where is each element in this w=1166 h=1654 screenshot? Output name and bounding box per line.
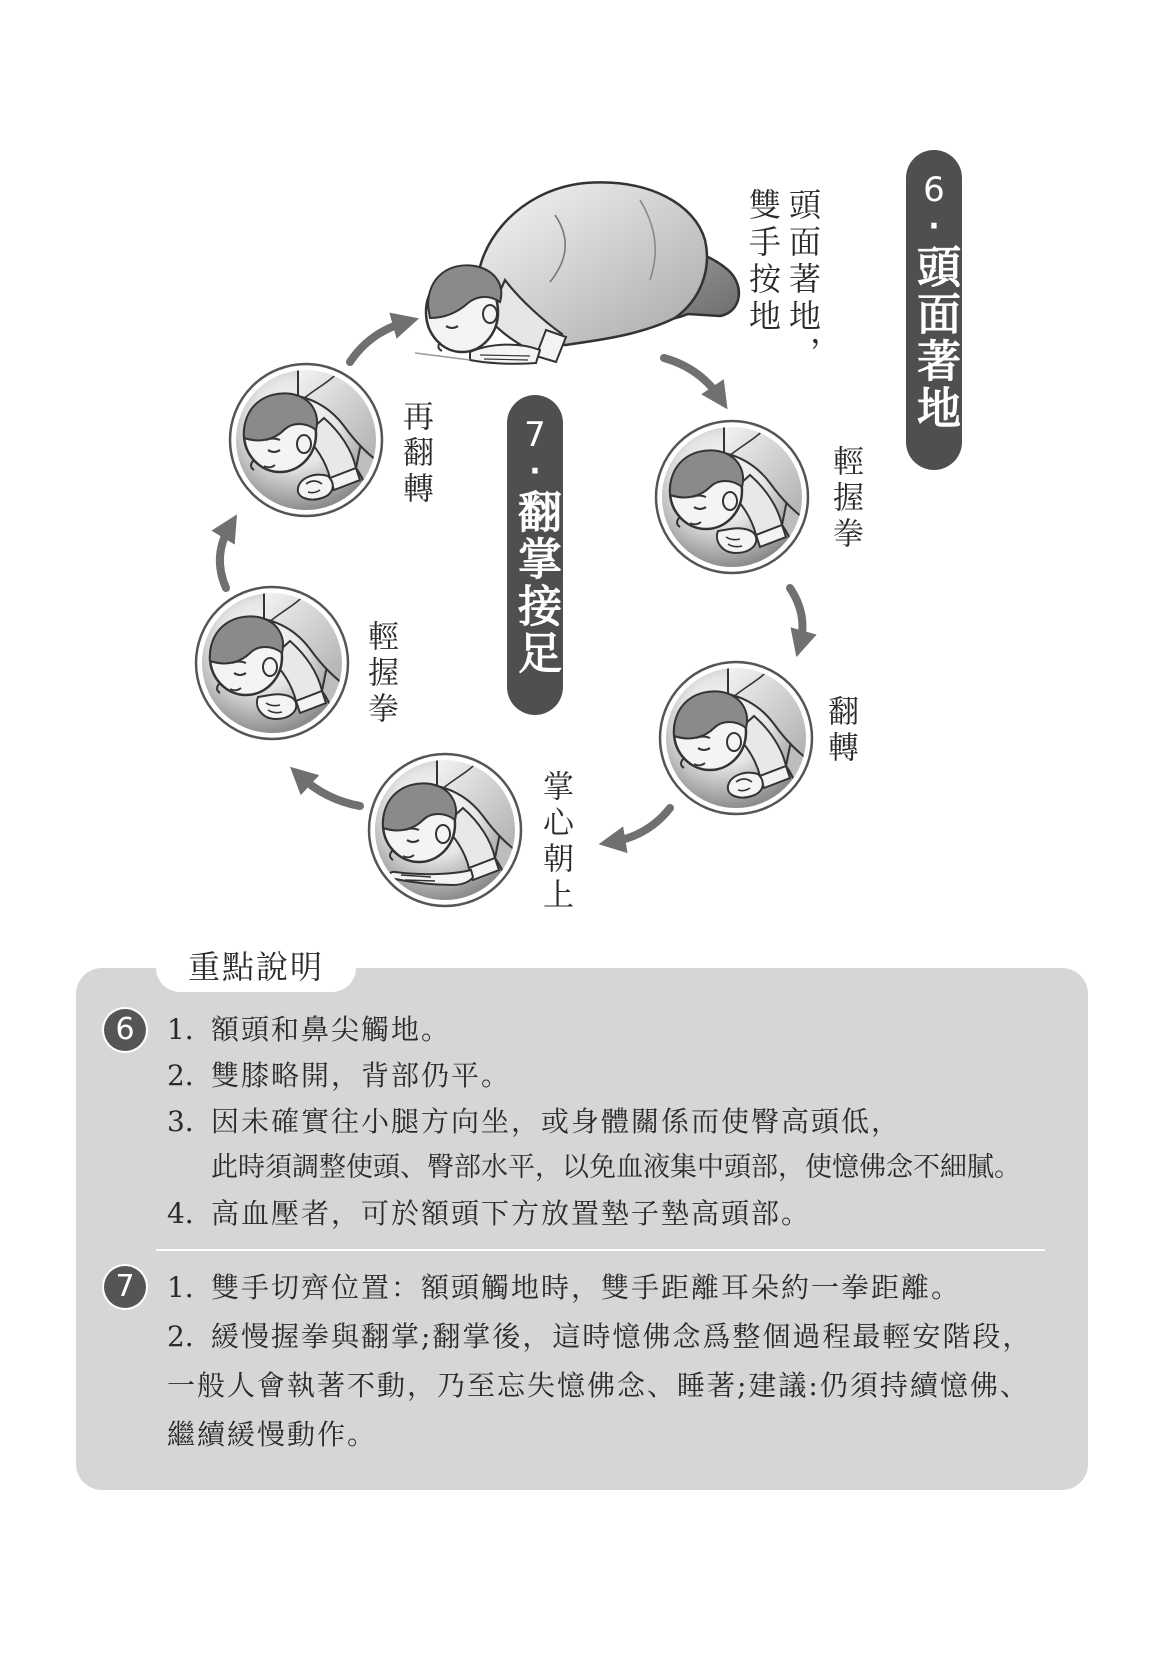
note-item-continuation [167,1410,1082,1459]
ground-line [415,353,470,360]
note-item [167,1099,1082,1145]
note-item [167,1053,1082,1099]
cycle-arrow-3-icon [612,808,670,842]
step-number: 6 [923,170,945,210]
note-item-continuation [167,1361,1082,1410]
cycle-arrow-2-icon [790,588,802,644]
cycle-arrow-5-icon [220,526,230,588]
figure-ear [483,305,497,323]
note-item [167,1263,1082,1312]
cycle-arrow-6-icon [350,322,406,362]
item-number: 3． [167,1105,213,1138]
item-text: 緩慢握拳與翻掌;翻掌後，這時憶佛念爲整個過程最輕安階段， [211,1320,1033,1353]
fist-hand [257,694,296,719]
item-text: 繼續緩慢動作。 [167,1418,378,1451]
item-number: 2． [167,1059,213,1092]
section-7-badge: 7 [104,1266,146,1308]
step-6-caption [743,188,823,388]
section-6-notes [167,1007,1082,1237]
section-7-notes [167,1263,1082,1459]
label-grip-right: 輕握拳 [827,445,863,553]
item-text: 額頭和鼻尖觸地。 [211,1013,452,1046]
circle-flip [660,656,818,818]
step-title: 頭面著地 [909,244,960,432]
step-dot: · [529,454,541,489]
step-title: 翻掌接足 [510,489,561,677]
fist-hand [717,528,756,553]
label-flip: 翻轉 [822,695,858,767]
note-item [167,1007,1082,1053]
item-indent [167,1145,211,1191]
note-item [167,1312,1082,1361]
step-7-tag [507,395,563,715]
label-flip-again: 再翻轉 [397,400,433,508]
cycle-arrow-4-icon [300,776,360,806]
item-text: 雙手切齊位置：額頭觸地時，雙手距離耳朵約一拳距離。 [211,1271,962,1304]
section-divider [156,1249,1045,1251]
circle-grip-right [656,415,814,577]
item-text: 因未確實往小腿方向坐，或身體關係而使臀高頭低， [211,1105,902,1138]
circle-palm-up [369,748,527,910]
circle-flip-again [230,358,388,520]
cycle-arrow-1-icon [664,358,720,398]
item-number: 2． [167,1320,213,1353]
item-number: 1． [167,1271,213,1304]
key-notes-heading: 重點說明 [156,940,356,992]
caption-line: 頭面著地， [784,188,822,373]
item-text: 此時須調整使頭、臀部水平，以免血液集中頭部，使憶佛念不細膩。 [211,1152,1021,1183]
item-number: 1． [167,1013,213,1046]
caption-line: 雙手按地 [744,188,782,336]
step-number: 7 [524,415,546,455]
label-palm-up: 掌心朝上 [537,770,573,914]
item-text: 一般人會執著不動，乃至忘失憶佛念、睡著;建議:仍須持續憶佛、 [167,1369,1030,1402]
label-grip-left: 輕握拳 [362,620,398,728]
note-item-continuation [167,1145,1082,1191]
step-6-tag [906,150,962,470]
item-number: 4． [167,1197,213,1230]
note-item [167,1191,1082,1237]
prostrate-figure [415,182,739,363]
circle-grip-left [196,581,354,743]
section-6-badge: 6 [104,1009,146,1051]
step-dot: · [928,209,940,244]
item-text: 高血壓者，可於額頭下方放置墊子墊高頭部。 [211,1197,812,1230]
item-text: 雙膝略開，背部仍平。 [211,1059,512,1092]
